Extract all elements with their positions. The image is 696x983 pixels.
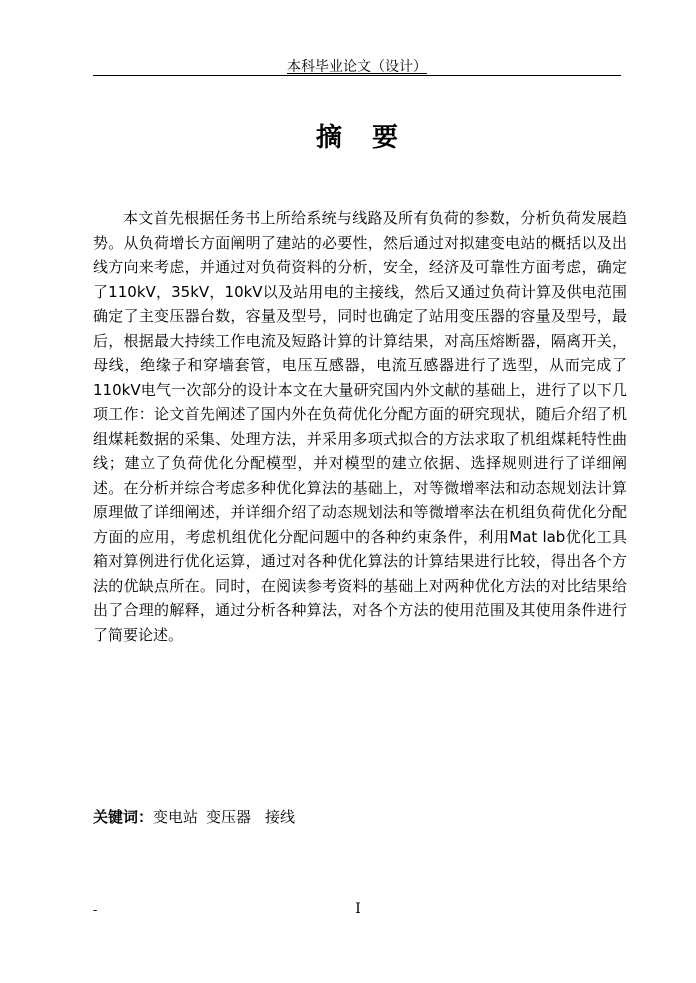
header-rule [93,75,621,76]
keyword-term: 接线 [265,808,296,826]
abstract-body: 本文首先根据任务书上所给系统与线路及所有负荷的参数，分析负荷发展趋势。从负荷增长方面阐明了建站的必要性，然后通过对拟建变电站的概括以及出线方向来考虑，并通过对负荷资料的分析，安全，经济及可靠性方面考虑，确定了110kV，35kV，10kV以及站用电的主接线，然后又通过负荷计算及供电范围确定了主变压器台数，容量及型号，同时也确定了站用变压器的容量及型号，最后，根据最大持续工作电流及短路计算的计算结果，对高压熔断器，隔离开关，母线，绝缘子和穿墙套管，电压互感器，电流互感器进行了选型，从而完成了110kV电气一次部分的设计本文在大量研究国内外文献的基础上，进行了以下几项工作：论文首先阐述了国内外在负荷优化分配方面的研究现状，随后介绍了机组煤耗数据的采集、处理方法，并采用多项式拟合的方法求取了机组煤耗特性曲线；建立了负荷优化分配模型，并对模型的建立依据、选择规则进行了详细阐述。在分析并综合考虑多种优化算法的基础上，对等微增率法和动态规划法计算原理做了详细阐述，并详细介绍了动态规划法和等微增率法在机组负荷优化分配方面的应用，考虑机组优化分配问题中的各种约束条件，利用Mat lab优化工具箱对算例进行优化运算，通过对各种优化算法的计算结果进行比较，得出各个方法的优缺点所在。同时，在阅读参考资料的基础上对两种优化方法的对比结果给出了合理的解释，通过分析各种算法，对各个方法的使用范围及其使用条件进行了简要论述。 [93,209,627,644]
header-text: 本科毕业论文（设计） [287,59,427,75]
abstract-title: 摘要 [315,123,428,153]
keyword-term: 变电站 [153,808,199,826]
footer-left-mark: - [93,903,98,917]
keywords-line [93,805,303,829]
page-header [93,58,621,76]
keywords-label: 关键词： [93,808,154,826]
keyword-term: 变压器 [206,808,252,826]
page-number: I [355,901,361,917]
